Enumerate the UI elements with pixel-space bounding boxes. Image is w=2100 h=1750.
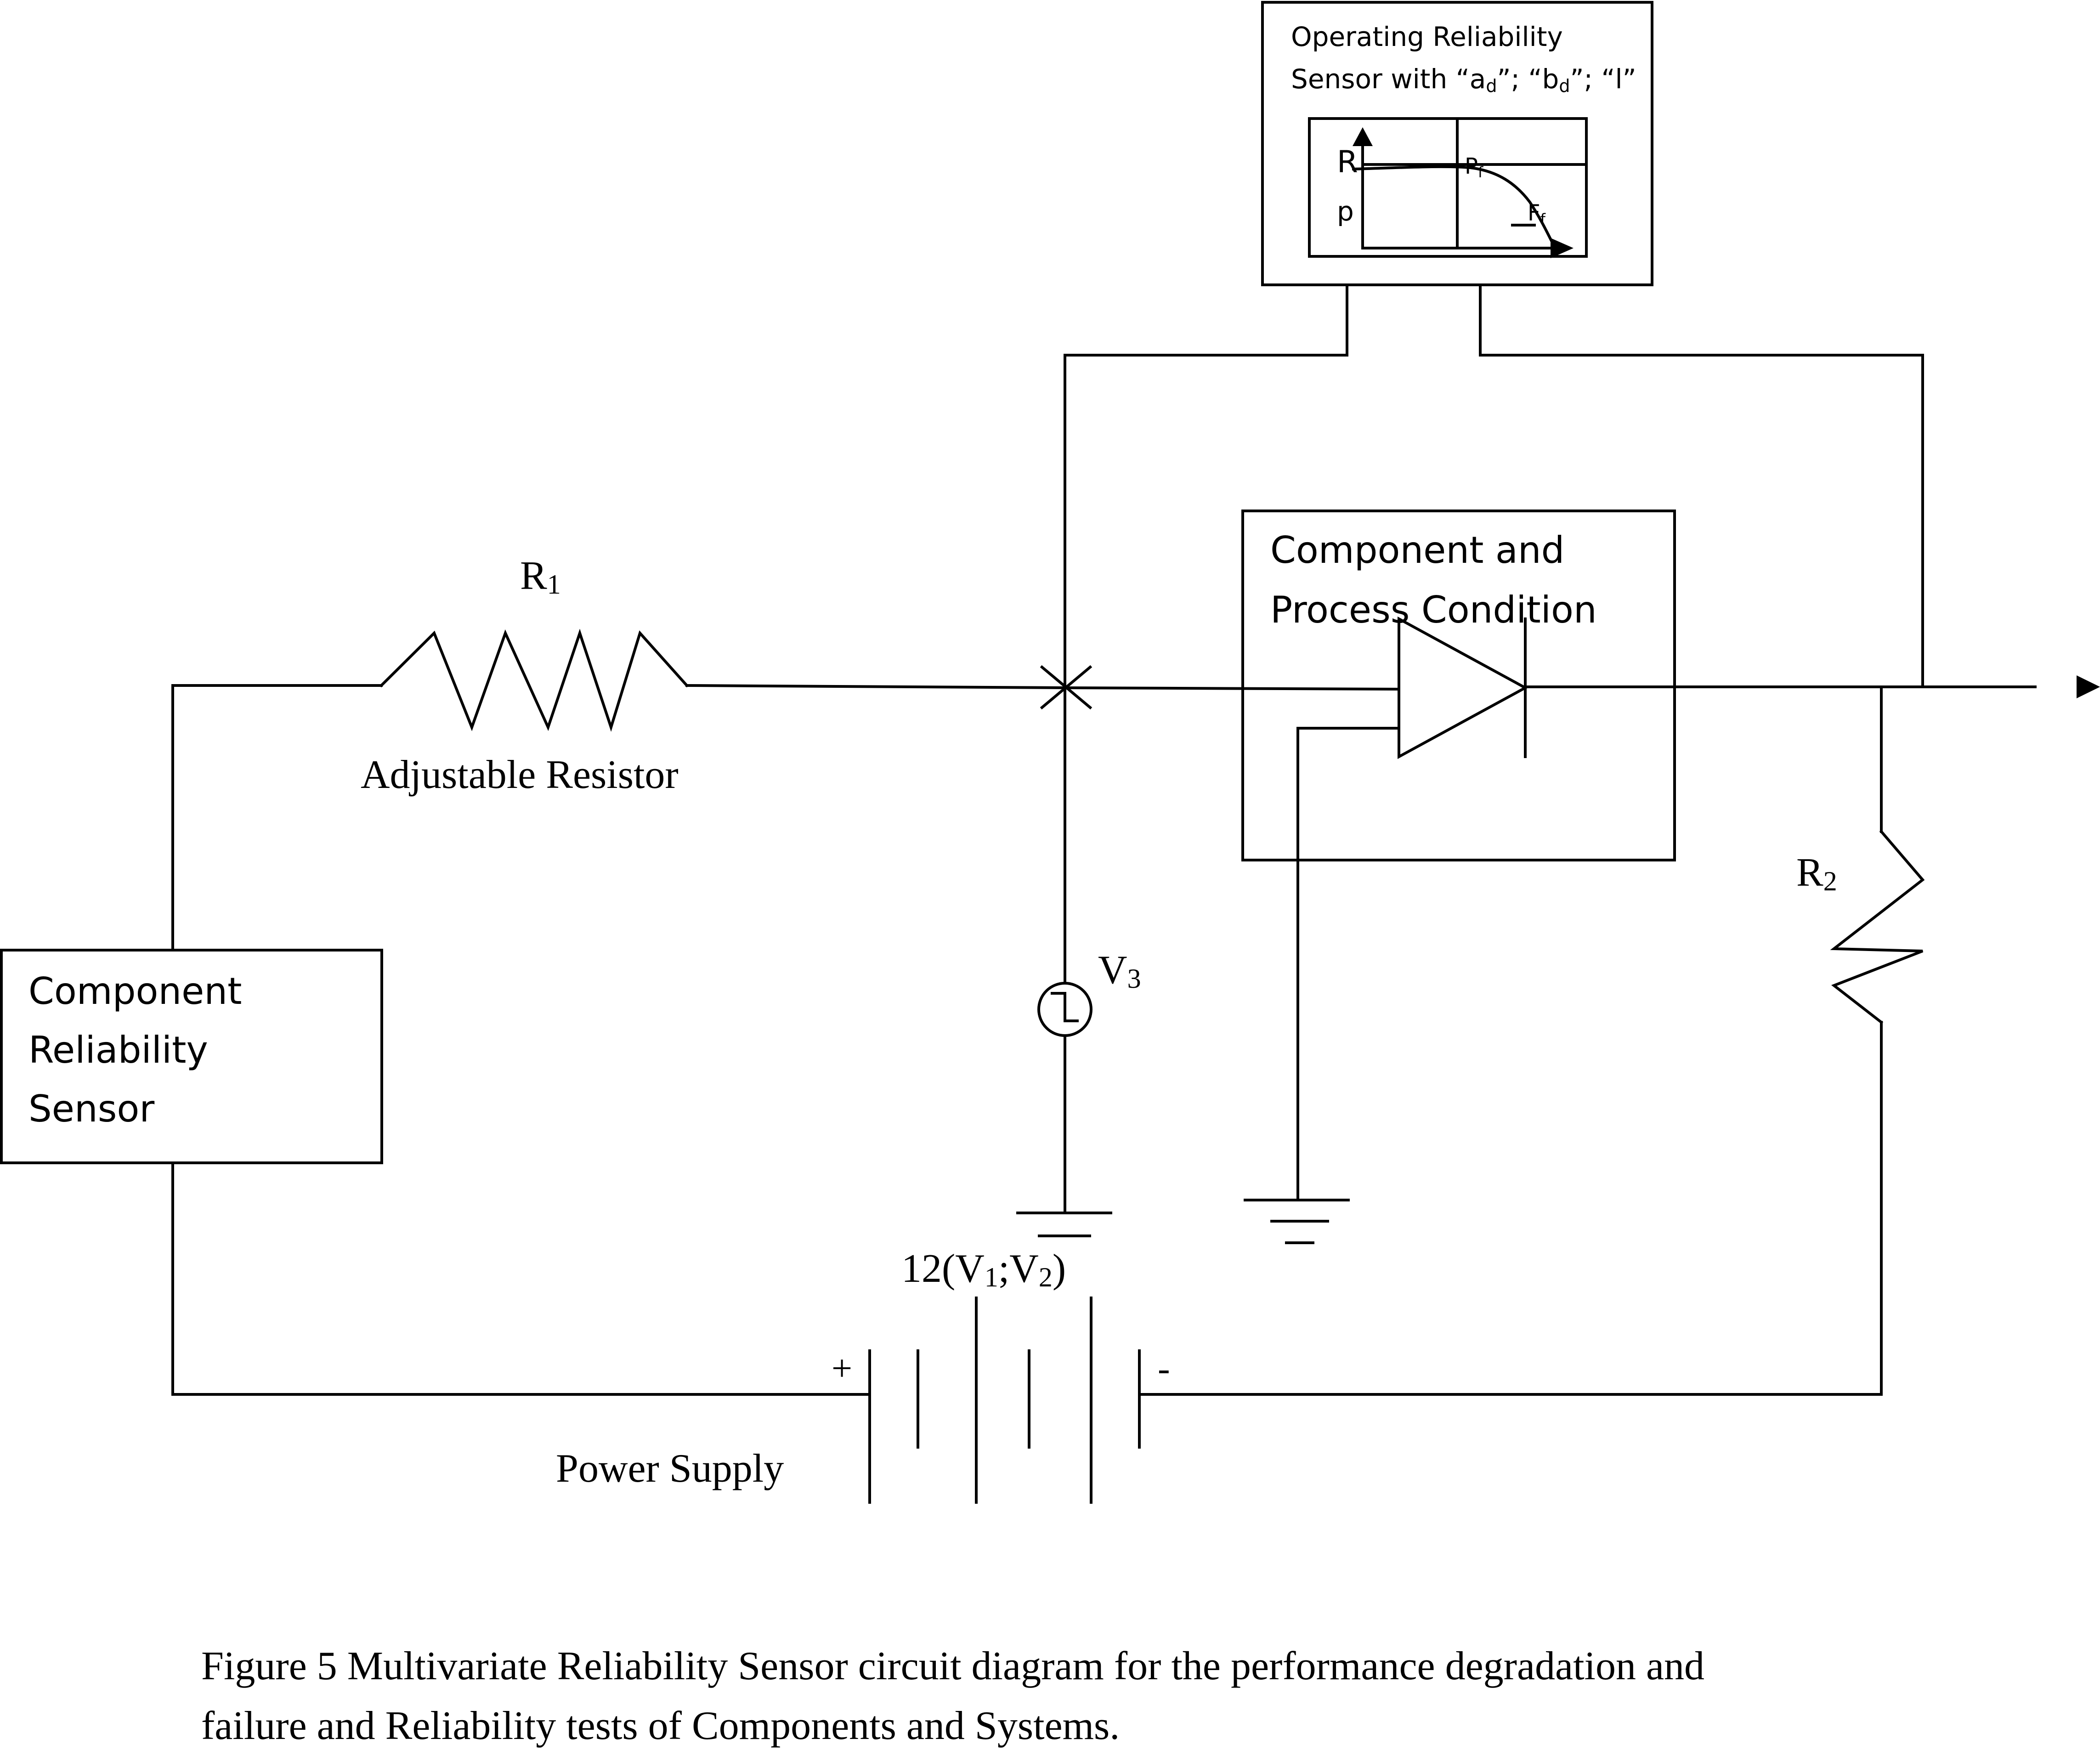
wire-sensor-to-battery [173,1163,870,1394]
r2-label: R2 [1796,850,1837,896]
process-condition-line1: Component and [1270,529,1565,572]
power-supply-caption: Power Supply [556,1446,784,1491]
operating-sensor-title-line2: Sensor with “ad”; “bd”; “l” [1291,63,1636,96]
process-condition-line2: Process Condition [1270,589,1597,631]
component-sensor-line3: Sensor [28,1087,155,1130]
wire-r2-to-battery [1139,1022,1881,1394]
ground-icon-v3 [1018,1213,1111,1236]
r2-zigzag [1834,832,1923,1022]
power-value-label: 12(V1;V2) [901,1246,1066,1292]
graph-label-r: R [1337,144,1358,180]
diode-triangle-icon [1399,619,1525,757]
ground-icon-process [1245,1200,1348,1243]
component-process-condition [1243,511,1675,1200]
wire-r1-to-junction [687,685,1065,688]
operating-sensor-title-line1: Operating Reliability [1291,21,1563,52]
output-arrow-icon [2077,675,2100,698]
figure-caption-line1: Figure 5 Multivariate Reliability Sensor circuit diagram for the performance degradation and [201,1644,1705,1688]
operating-reliability-sensor [1262,2,1652,285]
wire-junction-to-diode [1065,688,1399,689]
r1-label: R1 [520,554,561,600]
reliability-graph-y-arrow-icon [1353,127,1373,146]
reliability-graph-frame [1309,119,1586,256]
graph-label-pf: Pf [1465,153,1483,181]
wire-left-vertical-top [173,685,381,950]
v3-step-glyph [1052,993,1077,1021]
component-sensor-line1: Component [28,970,242,1013]
v3-source [1018,688,1111,1236]
component-reliability-sensor [1,950,870,1394]
power-minus-sign: - [1158,1348,1170,1389]
r2-resistor [1139,687,1923,1394]
reliability-graph [1309,119,1586,258]
power-plus-sign: + [832,1348,853,1389]
v3-label: V3 [1098,948,1141,994]
component-sensor-line2: Reliability [28,1029,208,1071]
reliability-curve [1353,167,1555,248]
r1-caption: Adjustable Resistor [361,753,679,797]
r1-zigzag [381,633,687,727]
graph-label-p: p [1337,196,1354,227]
figure-caption-line2: failure and Reliability tests of Components and Systems. [201,1704,1120,1748]
graph-label-ff: Ff [1528,200,1545,228]
wire-diode-to-ground [1298,728,1399,1200]
power-supply-battery [870,1298,1139,1502]
